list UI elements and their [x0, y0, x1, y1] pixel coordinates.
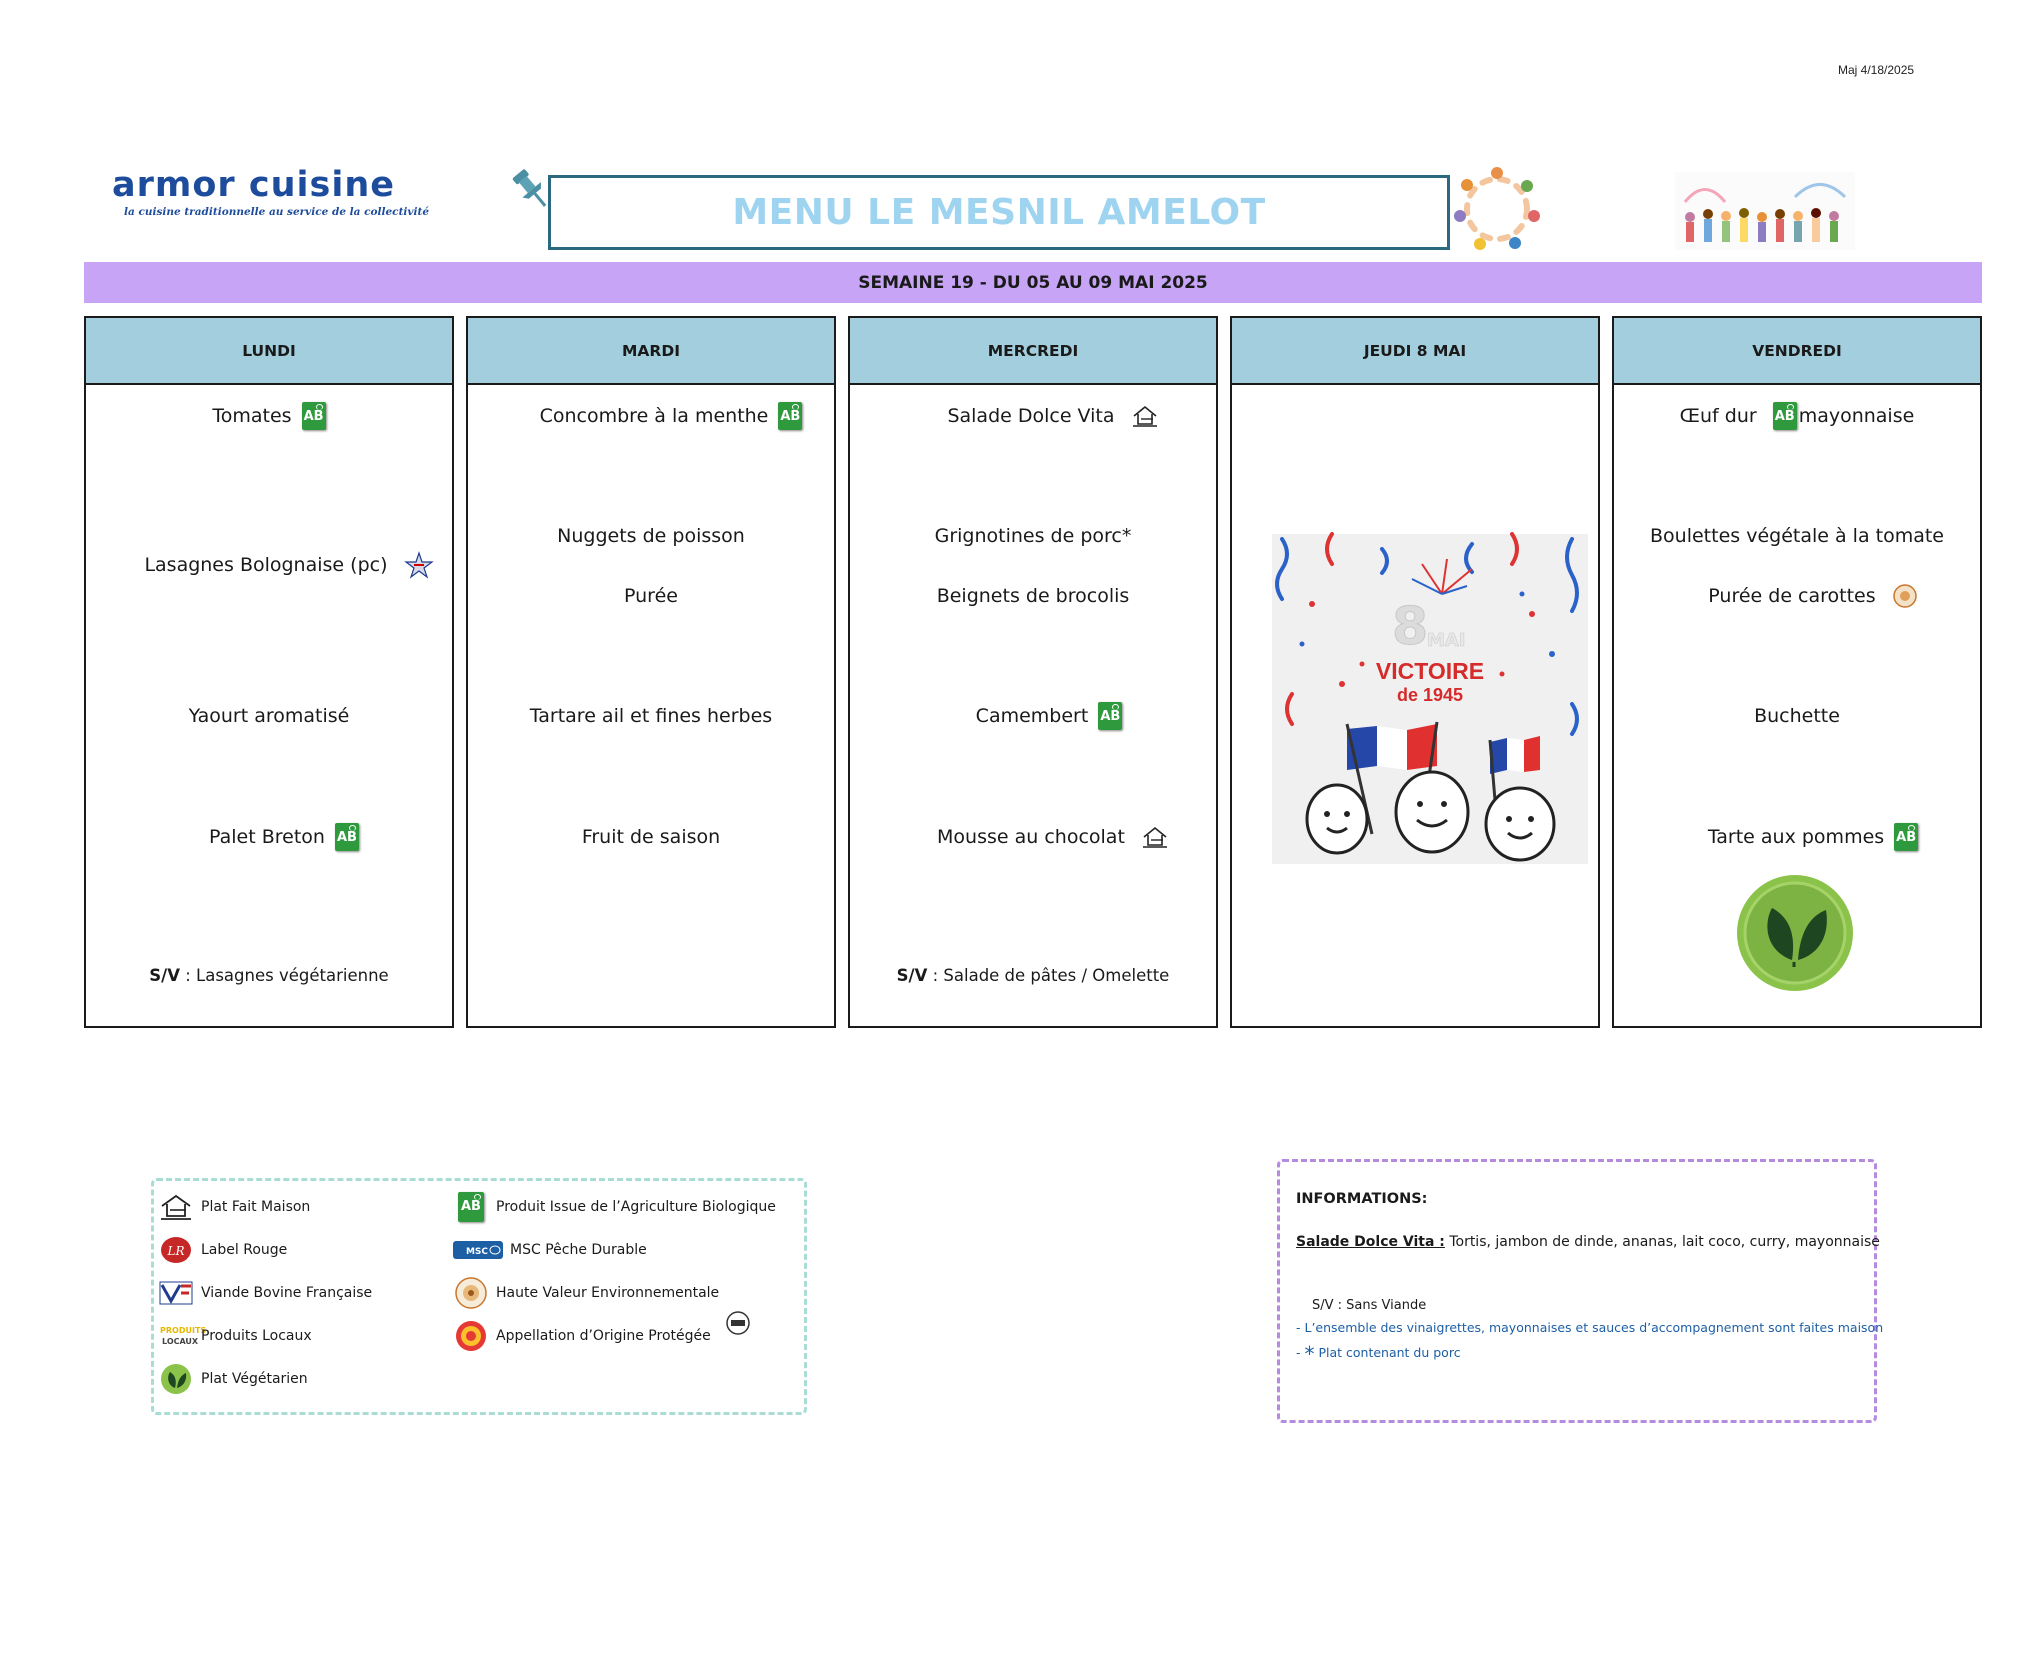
update-date: Maj 4/18/2025	[1838, 63, 1915, 77]
menu-item: Lasagnes Bolognaise (pc)	[106, 551, 472, 579]
ab-organic-icon: AB	[1894, 823, 1918, 851]
children-circle-illustration	[1452, 164, 1542, 254]
legend-item-label-rouge: LR Label Rouge	[157, 1234, 287, 1266]
day-header: MARDI	[468, 318, 834, 385]
armor-cuisine-logo	[112, 165, 430, 218]
local-products-icon	[158, 1320, 207, 1352]
day-column-mardi	[466, 316, 836, 1028]
legend-box	[151, 1178, 807, 1415]
legend-item-organic: AB Produit Issue de l’Agriculture Biologique	[452, 1191, 776, 1223]
day-header: LUNDI	[86, 318, 452, 385]
ab-organic-icon: AB	[1098, 702, 1122, 730]
day-header: JEUDI 8 MAI	[1232, 318, 1598, 385]
menu-item: Tartare ail et fines herbes	[529, 704, 773, 727]
menu-item: Salade Dolce Vita	[870, 402, 1236, 429]
victory-month: MAI	[1427, 630, 1466, 651]
legend-item-hve: Haute Valeur Environnementale	[452, 1277, 719, 1309]
menu-item: Mousse au chocolat	[870, 823, 1236, 850]
leaf-icon	[160, 1363, 192, 1395]
menu-item: Tomates AB	[86, 402, 452, 430]
victory-number: 8	[1392, 597, 1429, 657]
menu-item: Yaourt aromatisé	[188, 704, 350, 727]
menu-title: MENU LE MESNIL AMELOT	[732, 192, 1266, 233]
svg-text:LOCAUX: LOCAUX	[162, 1337, 199, 1346]
label-rouge-icon	[159, 1235, 193, 1265]
ab-organic-icon: AB	[302, 402, 326, 430]
ab-organic-icon: AB	[458, 1192, 484, 1222]
local-producer-stamp-icon	[725, 1310, 751, 1336]
menu-item: Palet Breton AB	[101, 823, 467, 851]
menu-title-box	[548, 175, 1450, 250]
children-drawing-illustration	[1675, 172, 1855, 250]
house-icon	[159, 1193, 193, 1221]
menu-item: Tarte aux pommes AB	[1630, 823, 1996, 851]
menu-item: Purée	[624, 584, 678, 607]
svg-text:PRODUITS: PRODUITS	[160, 1326, 207, 1335]
logo-name: armor cuisine	[112, 165, 395, 205]
info-sv-note: S/V : Sans Viande	[1312, 1298, 1427, 1313]
menu-item: Fruit de saison	[581, 825, 721, 848]
week-banner	[84, 262, 1982, 303]
logo-tagline: la cuisine traditionnelle au service de la collectivité	[124, 206, 430, 218]
info-homemade-note: - L’ensemble des vinaigrettes, mayonnaises et sauces d’accompagnement sont faites maison	[1296, 1320, 1884, 1335]
menu-item: Grignotines de porc*	[934, 524, 1132, 547]
house-icon	[1141, 825, 1169, 849]
legend-item-homemade: Plat Fait Maison	[157, 1191, 310, 1223]
menu-item: Boulettes végétale à la tomate	[1650, 524, 1944, 547]
menu-item: Concombre à la menthe AB	[488, 402, 854, 430]
svg-text:MSC: MSC	[465, 1247, 489, 1257]
legend-item-msc: MSC MSC Pêche Durable	[452, 1234, 647, 1266]
menu-item: Camembert AB	[866, 702, 1232, 730]
week-label: SEMAINE 19 - DU 05 AU 09 MAI 2025	[858, 272, 1208, 293]
info-title: INFORMATIONS:	[1296, 1191, 1428, 1207]
menu-item: Buchette	[1754, 704, 1840, 727]
hve-icon	[454, 1276, 488, 1310]
info-dish-description: Salade Dolce Vita : Tortis, jambon de dinde, ananas, lait coco, curry, mayonnaise	[1296, 1234, 1880, 1250]
victory-1945-image	[1272, 534, 1588, 864]
menu-item: Purée de carottes	[1630, 582, 1996, 609]
legend-item-vegetarian: Plat Végétarien	[157, 1363, 308, 1395]
ab-organic-icon: AB	[778, 402, 802, 430]
vegetarian-alternative: S/V : Salade de pâtes / Omelette	[896, 966, 1170, 985]
day-header: VENDREDI	[1614, 318, 1980, 385]
legend-item-local: PRODUITS LOCAUX Produits Locaux	[157, 1320, 312, 1352]
ab-organic-icon: AB	[1773, 402, 1797, 430]
victory-year: de 1945	[1396, 685, 1464, 705]
ab-organic-icon: AB	[335, 823, 359, 851]
day-column-vendredi	[1612, 316, 1982, 1028]
hve-icon	[1892, 583, 1918, 609]
aop-icon	[454, 1319, 488, 1353]
menu-item: Nuggets de poisson	[557, 524, 745, 547]
victory-illustration	[1272, 534, 1588, 864]
vbf-icon	[159, 1279, 193, 1307]
legend-item-vbf: Viande Bovine Française	[157, 1277, 372, 1309]
menu-item: Beignets de brocolis	[936, 584, 1130, 607]
day-header: MERCREDI	[850, 318, 1216, 385]
menu-item: Œuf dur AB mayonnaise	[1614, 402, 1980, 430]
house-icon	[1131, 404, 1159, 428]
vegetarian-alternative: S/V : Lasagnes végétarienne	[149, 966, 389, 985]
vbf-icon	[404, 551, 434, 579]
msc-icon	[453, 1239, 503, 1261]
svg-text:LR: LR	[167, 1244, 185, 1258]
vegetarian-badge-icon	[1734, 872, 1856, 994]
victory-headline: VICTOIRE	[1375, 658, 1485, 684]
information-box	[1277, 1159, 1884, 1423]
legend-item-aop: Appellation d’Origine Protégée	[452, 1320, 751, 1352]
info-pork-note: - * Plat contenant du porc	[1296, 1342, 1461, 1366]
day-column-mercredi	[848, 316, 1218, 1028]
day-column-lundi	[84, 316, 454, 1028]
